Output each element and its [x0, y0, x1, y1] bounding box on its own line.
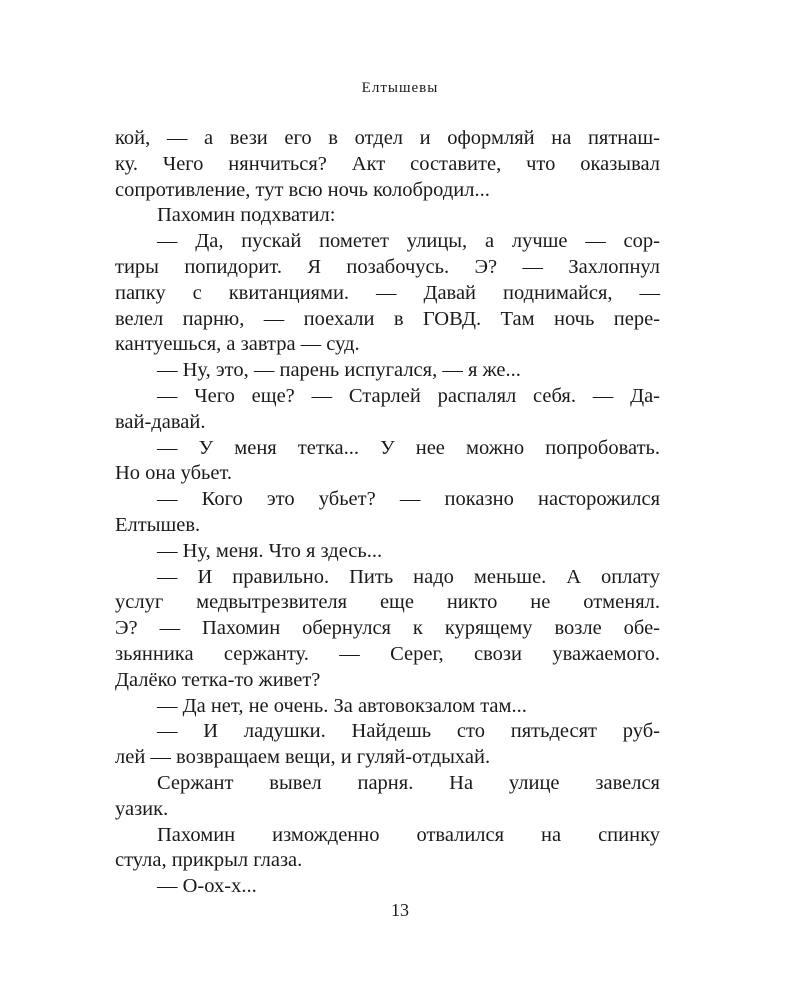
page-body-text: [115, 126, 660, 900]
text-line: велел парню, — поехали в ГОВД. Там ночь пере-: [115, 307, 660, 330]
text-line: Э? — Пахомин обернулся к курящему возле обе-: [115, 617, 660, 640]
text-line: — Да, пускай пометет улицы, а лучше — сор-: [157, 230, 660, 253]
text-line: — Кого это убьет? — показно насторожился: [157, 488, 660, 511]
text-line: — Чего еще? — Старлей распалял себя. — Да-: [157, 384, 660, 407]
text-line: вай-давай.: [115, 410, 206, 433]
text-line: Пахомин изможденно отвалился на спинку: [157, 823, 660, 846]
text-line: — У меня тетка... У нее можно попробовать.: [157, 436, 660, 459]
text-line: Сержант вывел парня. На улице завелся: [157, 771, 660, 794]
page-number: 13: [391, 900, 409, 920]
text-line: лей — возвращаем вещи, и гуляй-отдыхай.: [115, 746, 491, 769]
text-line: тиры попидорит. Я позабочусь. Э? — Захлопнул: [115, 255, 660, 278]
text-line: — Ну, меня. Что я здесь...: [157, 539, 383, 562]
text-line: Пахомин подхватил:: [157, 204, 336, 227]
text-line: — О-ох-х...: [157, 875, 257, 898]
running-title: Елтышевы: [361, 80, 439, 96]
text-line: — И правильно. Пить надо меньше. А оплату: [157, 565, 660, 588]
text-line: кантуешься, а завтра — суд.: [115, 333, 360, 356]
text-line: кой, — а вези его в отдел и оформляй на пятнаш-: [115, 127, 660, 149]
text-line: зьянника сержанту. — Серег, свози уважаемого.: [115, 642, 660, 665]
text-line: — Да нет, не очень. За автовокзалом там...: [157, 694, 527, 717]
text-line: папку с квитанциями. — Давай поднимайся, —: [115, 281, 660, 304]
text-line: услуг медвытрезвителя еще никто не отменял.: [115, 591, 660, 614]
text-line: уазик.: [115, 797, 169, 820]
text-line: Но она убьет.: [115, 462, 233, 485]
text-line: Далёко тетка-то живет?: [115, 668, 321, 691]
text-line: Елтышев.: [115, 513, 201, 536]
text-line: ку. Чего нянчиться? Акт составите, что оказывал: [115, 152, 660, 175]
text-line: — И ладушки. Найдешь сто пятьдесят руб-: [157, 720, 660, 743]
text-line: стула, прикрыл глаза.: [115, 849, 303, 872]
text-line: сопротивление, тут всю ночь колобродил...: [115, 178, 490, 201]
text-line: — Ну, это, — парень испугался, — я же...: [157, 359, 521, 382]
